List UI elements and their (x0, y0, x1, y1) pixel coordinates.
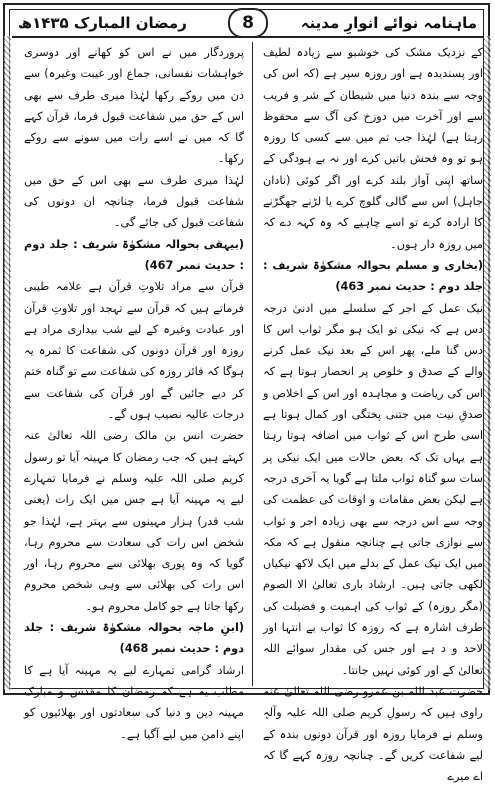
column-divider (252, 42, 253, 686)
paragraph: ارشاد گرامی تمہارے لیے یہ مہینہ آیا ہے کا مطلب یہ ہے کہ رمضان کا مقدس و مبارک مہینہ دین و دنیا کی سعادتوں اور بھلائیوں کو اپنے دامن میں لیے آگیا ہے۔ (24, 663, 244, 741)
page-number-badge (228, 8, 268, 38)
left-ornament (4, 36, 11, 690)
paragraph: پروردگار میں نے اس کو کھانے اور دوسری خواہشات نفسانی، جماع اور غیبت وغیرہ) سے دن میں روکے رکھا لہٰذا میری طرف سے بھی اس کے حق میں شفاعت قبول فرما، قرآن کہے گا کہ میں نے اسے رات میں سونے سے روکے رکھا۔ (24, 46, 244, 166)
left-column (24, 42, 244, 741)
paragraph: حضرت انس بن مالک رضی اللہ تعالیٰ عنہ کہتے ہیں کہ جب رمضان کا مہینہ آیا تو رسول کریم صلی اللہ علیہ وسلم نے فرمایا تمہارے لیے یہ مہینہ آیا ہے جس میں ایک رات (یعنی شب قدر) ہزار مہینوں سے بہتر ہے، لہٰذا جو شخص اس رات کی سعادت سے محروم رہا، گویا کہ وہ پوری بھلائی سے محروم رہا، اور اس رات کی بھلائی سے وہی شخص محروم رکھا جاتا ہے جو کامل محروم ہو۔ (24, 429, 244, 613)
paragraph: نیک عمل کے اجر کے سلسلے میں ادنیٰ درجہ دس ہے کہ نیکی تو ایک ہو مگر ثواب اس کا دس گنا ملے، پھر اس کے بعد نیک عمل کرنے والے کے صدق و خلوص پر انحصار ہوتا ہے کہ اس کی ریاضت و مجاہدہ اور اس کے اخلاص و صدقِ نیت میں جتنی پختگی اور کمال ہوتا ہے اسی طرح اس کے ثواب میں اضافہ ہوتا رہتا ہے یہاں تک کہ بعض حالات میں ایک نیکی پر سات سو گناہ ثواب ملتا ہے گویا یہ آخری درجہ ہے لیکن بعض مقامات و اوقات کی عظمت کی وجہ سے اس درجہ سے بھی زیادہ اجر و ثواب سے نوازی جاتی ہے چنانچہ منقول ہے کہ مکہ میں ایک نیک عمل کے بدلے میں ایک لاکھ نیکیاں لکھی جاتی ہیں۔ ارشاد باری تعالیٰ الا الصوم (مگر روزہ) کے ثواب کی اہمیت و فضیلت کی طرف اشارہ ہے کہ روزہ کا ثواب بے انتہا اور لاحد و د ہے اور جس کی مقدار سوائے اللہ تعالیٰ کے اور کوئی نہیں جانتا۔ (263, 301, 483, 677)
issue-date: رمضان المبارک ۱۴۳۵ھ (18, 14, 187, 32)
paragraph: حضرت عبد اللہ بن عمرو رضی اللہ تعالیٰ عنہ راوی ہیں کہ رسولِ کریم صلی اللہ علیہ وآلہٖ وسلم نے فرمایا روزہ اور قرآن دونوں بندہ کے لیے شفاعت کریں گے۔ چنانچہ روزہ کہے گا کہ اے میرے (263, 684, 483, 784)
paragraph: قرآن سے مراد تلاوتِ قرآن ہے علامہ طیبی فرماتے ہیں کہ قرآن سے تہجد اور تلاوتِ قرآن اور عبادت وغیرہ کے لیے شب بیداری مراد ہے روزہ اور قرآن دونوں کی شفاعت کا ثمرہ یہ ہوگا کہ فائز روزہ کی شفاعت سے تو گناہ ختم کر دیے جائیں گے اور قرآن کی شفاعت سے درجات عالیہ نصیب ہوں گے۔ (24, 280, 244, 422)
page-number: 8 (242, 13, 254, 33)
hadith-reference: (ابنِ ماجہ بحوالہ مشکوٰۃ شریف : جلد دوم : حدیث نمبر 468) (24, 621, 244, 656)
magazine-title: ماہنامہ نوائے انوارِ مدینہ (300, 14, 477, 32)
right-column (263, 42, 483, 784)
paragraph: کے نزدیک مشک کی خوشبو سے زیادہ لطیف اور پسندیدہ ہے اور روزہ سپر ہے (کہ اس کی وجہ سے بندہ دنیا میں شیطان کے شر و فریب سے اور آخرت میں دوزخ کی آگ سے محفوظ رہتا ہے) لہٰذا جب تم میں سے کسی کا روزہ ہو تو وہ فحش باتیں کرے اور نہ بے ہودگی کے ساتھ اپنی آواز بلند کرے اور اگر کوئی (نادان جاہل) اس سے گالی گلوچ کرے یا لڑنے جھگڑنے کا ارادہ کرے تو اسے چاہیے کہ وہ کہہ دے کہ میں روزہ دار ہوں۔ (263, 46, 483, 251)
right-ornament (484, 36, 491, 690)
hadith-reference: (بخاری و مسلم بحوالہ مشکوٰۃ شریف : جلد دوم : حدیث نمبر 463) (263, 258, 483, 294)
paragraph: لہٰذا میری طرف سے بھی اس کے حق میں شفاعت قبول فرما، چنانچہ ان دونوں کی شفاعت قبول کی جائے گی۔ (24, 173, 244, 230)
hadith-reference: (بیہقی بحوالہ مشکوٰۃ شریف : جلد دوم : حدیث نمبر 467) (24, 237, 244, 272)
